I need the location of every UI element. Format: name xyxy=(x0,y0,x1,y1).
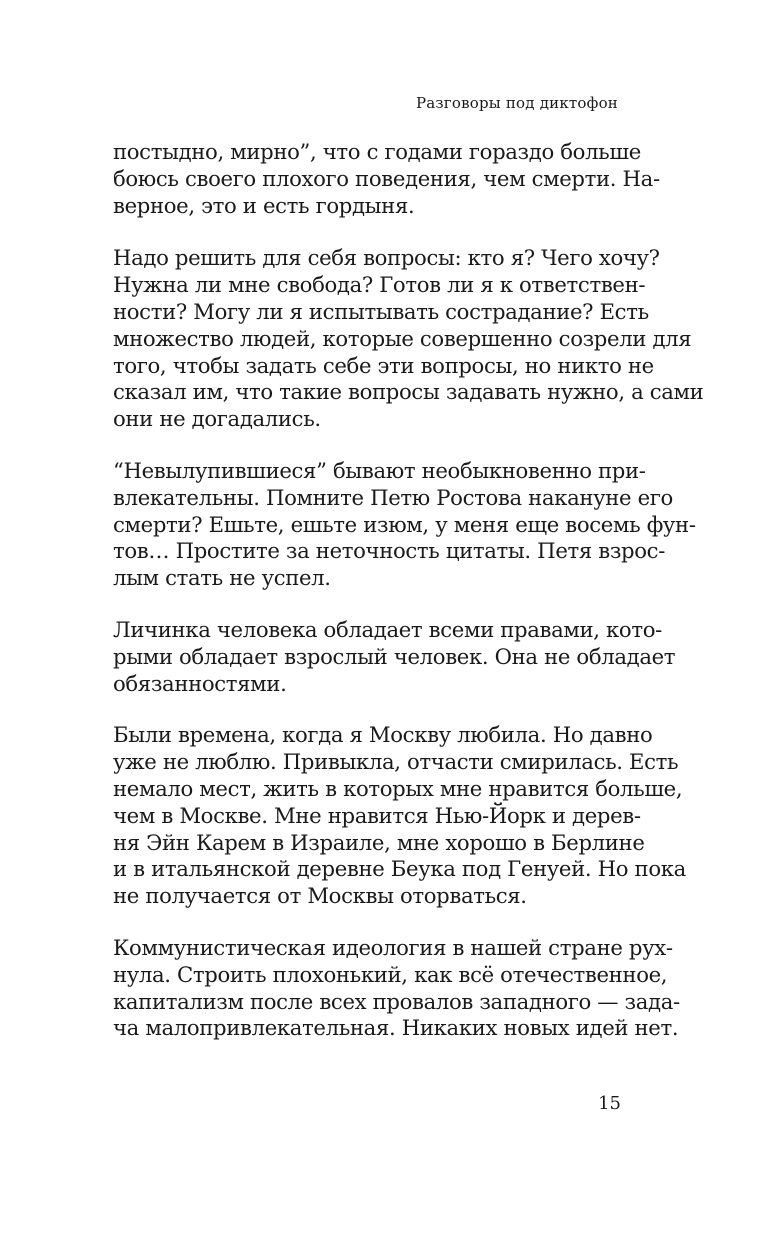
text-line: капитализм после всех провалов западного — зада- xyxy=(113,988,680,1014)
text-line: “Невылупившиеся” бывают необыкновенно при- xyxy=(113,457,646,483)
text-line: немало мест, жить в которых мне нравится больше, xyxy=(113,775,683,801)
paragraph-5 xyxy=(113,722,686,910)
text-line: Нужна ли мне свобода? Готов ли я к ответствен- xyxy=(113,272,646,298)
paragraph-6 xyxy=(113,934,680,1042)
text-line: ня Эйн Карем в Израиле, мне хорошо в Берлине xyxy=(113,829,645,855)
paragraph-4 xyxy=(113,616,676,697)
text-line: влекательны. Помните Петю Ростова накануне его xyxy=(113,484,673,510)
text-line: Были времена, когда я Москву любила. Но давно xyxy=(113,722,653,748)
text-line: обязанностями. xyxy=(113,670,287,696)
text-line: не получается от Москвы оторваться. xyxy=(113,883,527,909)
text-line: тов… Простите за неточность цитаты. Петя взрос- xyxy=(113,538,666,564)
text-line: боюсь своего плохого поведения, чем смерти. На- xyxy=(113,165,660,191)
text-line: сказал им, что такие вопросы задавать нужно, а сами xyxy=(113,379,704,405)
running-header: Разговоры под диктофон xyxy=(415,94,618,112)
body-text xyxy=(113,139,704,1067)
text-line: и в итальянской деревне Беука под Генуей. Но пока xyxy=(113,856,686,882)
text-line: множество людей, которые совершенно созрели для xyxy=(113,325,692,351)
text-line: рыми обладает взрослый человек. Она не обладает xyxy=(113,643,676,669)
paragraph-2 xyxy=(113,245,704,433)
page-number: 15 xyxy=(598,1093,621,1114)
text-line: Надо решить для себя вопросы: кто я? Чего хочу? xyxy=(113,245,660,271)
paragraph-3 xyxy=(113,457,696,592)
text-line: ча малопривлекательная. Никаких новых идей нет. xyxy=(113,1015,679,1041)
text-line: Личинка человека обладает всеми правами, кото- xyxy=(113,616,662,642)
text-line: Коммунистическая идеология в нашей стране рух- xyxy=(113,934,673,960)
text-line: ности? Могу ли я испытывать сострадание? Есть xyxy=(113,298,649,324)
text-line: нула. Строить плохонький, как всё отечественное, xyxy=(113,961,668,987)
text-line: того, чтобы задать себе эти вопросы, но никто не xyxy=(113,352,654,378)
text-line: чем в Москве. Мне нравится Нью-Йорк и дерев- xyxy=(113,802,641,828)
text-line: они не догадались. xyxy=(113,406,321,432)
text-line: лым стать не успел. xyxy=(113,565,331,591)
text-line: постыдно, мирно”, что с годами гораздо больше xyxy=(113,139,641,164)
paragraph-1 xyxy=(113,139,660,219)
text-line: верное, это и есть гордыня. xyxy=(113,192,415,218)
text-line: уже не люблю. Привыкла, отчасти смирилась. Есть xyxy=(113,749,679,775)
text-line: смерти? Ешьте, ешьте изюм, у меня еще восемь фун- xyxy=(113,511,696,537)
